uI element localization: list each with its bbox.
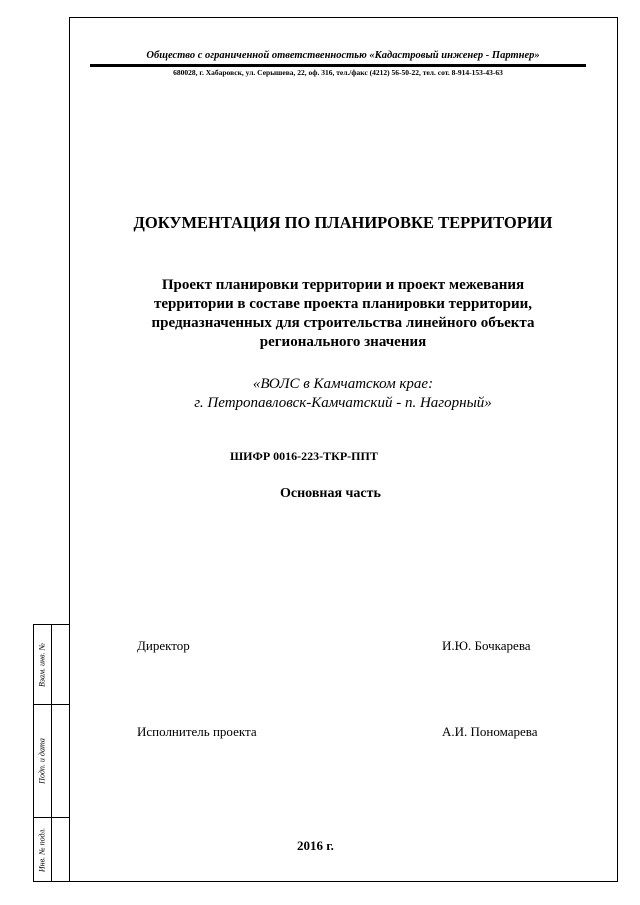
signature-role-director: Директор	[137, 638, 190, 653]
side-stamp-row-divider	[34, 704, 70, 705]
project-description-line: Проект планировки территории и проект межевания	[161, 277, 525, 293]
project-description-line: регионального значения	[259, 334, 427, 350]
object-name-line: «ВОЛС в Камчатском крае:	[252, 376, 434, 392]
organization-address: 680028, г. Хабаровск, ул. Серышева, 22, оф. 316, тел./факс (4212) 56-50-22, тел. сот. 8-914-153-43-63	[173, 68, 503, 77]
organization-name: Общество с ограниченной ответственностью «Кадастровый инженер - Партнер»	[146, 50, 540, 61]
project-description-line: предназначенных для строительства линейного объекта	[151, 315, 535, 331]
project-description-line: территории в составе проекта планировки территории,	[153, 296, 533, 312]
header-rule	[90, 64, 586, 67]
signature-name-executor: А.И. Пономарева	[442, 724, 538, 739]
side-stamp-table: Взам. инв. № Подп. и дата Инв. № подл.	[33, 624, 69, 882]
document-year: 2016 г.	[297, 838, 334, 853]
side-stamp-row-divider	[34, 817, 70, 818]
side-stamp-divider	[51, 625, 52, 881]
project-description	[90, 276, 596, 352]
document-cipher: ШИФР 0016-223-ТКР-ППТ	[230, 449, 378, 463]
object-name	[90, 375, 596, 413]
object-name-line: г. Петропавловск-Камчатский - п. Нагорный»	[194, 395, 492, 411]
document-part: Основная часть	[280, 486, 381, 501]
signature-role-executor: Исполнитель проекта	[137, 724, 257, 739]
signature-name-director: И.Ю. Бочкарева	[442, 638, 531, 653]
document-title: ДОКУМЕНТАЦИЯ ПО ПЛАНИРОВКЕ ТЕРРИТОРИИ	[133, 213, 553, 232]
